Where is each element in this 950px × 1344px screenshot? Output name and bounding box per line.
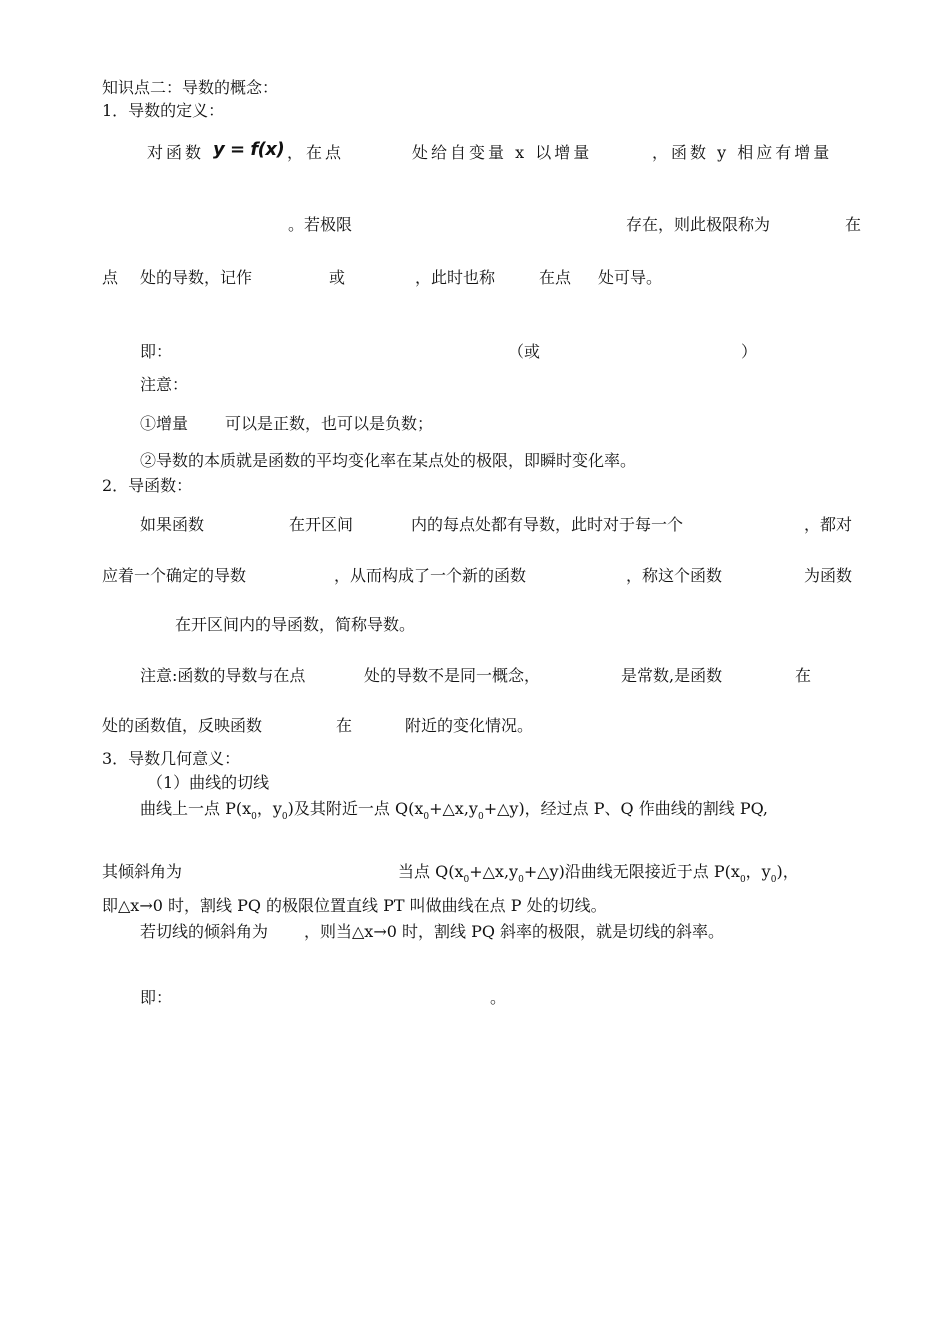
tangent-line-3: 即△x→0 时，割线 PQ 的极限位置直线 PT 叫做曲线在点 P 处的切线。 [102,896,607,915]
section-3-title: 3．导数几何意义： [102,749,241,768]
derivative-function-line-3: 在开区间内的导函数，简称导数。 [175,615,416,634]
section-heading: 知识点二：导数的概念： [102,78,279,97]
function-formula: y = f(x) [213,139,285,160]
note-label: 注意： [140,375,189,394]
tangent-line-1: 曲线上一点 $P(x_0$，$y_0$)及其附近一点 $Q(x_0+\triangle x,y_0+\triangle y)$，经过点 P、Q 作曲线的割线 PQ, [140,799,768,822]
section-2-title: 2．导函数： [102,476,193,495]
subsection-tangent-title: （1）曲线的切线 [147,773,270,792]
note-item-2: ②导数的本质就是函数的平均变化率在某点处的极限，即瞬时变化率。 [140,451,637,470]
section-1-title: 1．导数的定义： [102,101,225,120]
